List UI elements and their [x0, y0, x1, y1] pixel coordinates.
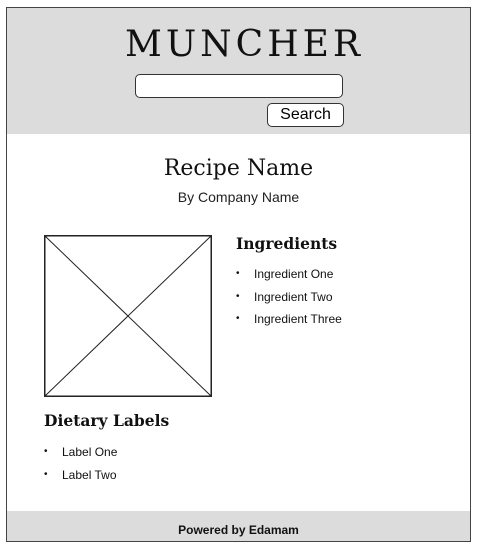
ingredient-label: Ingredient Two [254, 289, 333, 304]
ingredients-heading: Ingredients [236, 234, 338, 253]
image-placeholder-icon [44, 235, 212, 397]
recipe-byline: By Company Name [177, 189, 300, 205]
recipe-title: Recipe Name [163, 156, 314, 181]
brand-logo[interactable]: MUNCHER [124, 24, 365, 65]
list-item [236, 289, 342, 312]
page-frame [6, 7, 471, 542]
ingredient-label: Ingredient One [254, 267, 334, 281]
bullet-icon: • [44, 468, 48, 480]
bullet-icon: • [236, 290, 240, 302]
header [7, 8, 470, 134]
list-item [236, 311, 342, 334]
bullet-icon: • [236, 313, 240, 324]
search-button[interactable]: Search [267, 103, 344, 127]
list-item [44, 467, 117, 490]
search-input[interactable] [135, 74, 343, 98]
dietary-labels-list [44, 444, 117, 489]
recipe-image-placeholder [44, 235, 212, 397]
ingredients-list [236, 266, 342, 334]
list-item [236, 266, 342, 289]
bullet-icon: • [236, 268, 240, 279]
footer [7, 511, 470, 541]
dietary-label: Label One [62, 445, 118, 459]
ingredient-label: Ingredient Three [254, 312, 342, 326]
bullet-icon: • [44, 446, 48, 457]
dietary-labels-heading: Dietary Labels [44, 411, 170, 430]
dietary-label: Label Two [62, 467, 117, 482]
footer-credit: Powered by Edamam [178, 523, 299, 537]
list-item [44, 444, 117, 467]
